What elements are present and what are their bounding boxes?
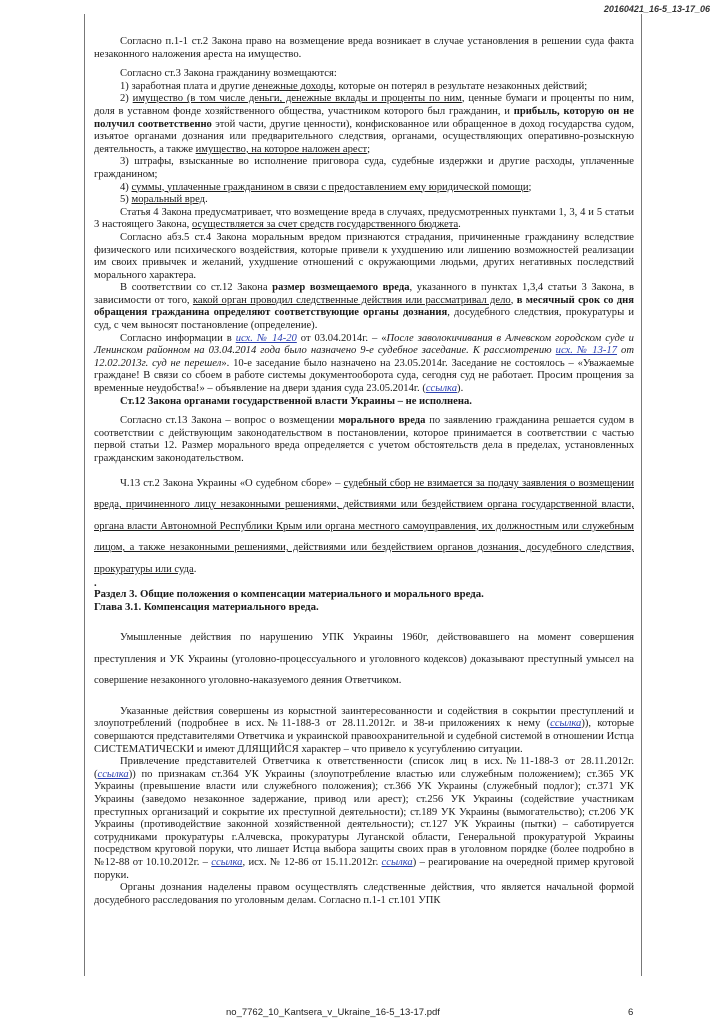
list-item: 4) суммы, уплаченные гражданином в связи с предоставлением ему юридической помощи; xyxy=(120,181,532,193)
document-body xyxy=(94,36,634,907)
link-reference[interactable]: ссылка xyxy=(550,718,582,730)
paragraph: Статья 4 Закона предусматривает, что возмещение вреда в случаях, предусмотренных пунктами 1, 3, 4 и 5 статьи 3 настоящего Закона, осуществляется за счет средств государственного бюджета. xyxy=(94,206,634,231)
link-reference[interactable]: ссылка xyxy=(211,856,243,868)
link-reference[interactable]: ссылка xyxy=(425,383,458,395)
paragraph: Привлечение представителей Ответчика к ответственности (список лиц в исх.№11-188-3 от 28.11.2012г. (ссылка)) по признакам ст.364 УК Украины (злоупотребление властью или служебным положением); ст.365 УК Украины (превышение власти или служебного положения); ст.366 УК Украины (служебный подлог); ст.371 УК Украины (заведомо незаконное задержание, привод или арест); ст.256 УК Украины (содействие участникам преступных организаций и сокрытие их преступной деятельности); ст.189 УК Украины (вымогательство); ст.206 УК Украины (противодействие законной хозяйственной деятельности); ст.127 УК Украины (пытки) – саботируется сотрудниками прокуратуры г.Алчевска, прокуратуры Луганской области, Генеральной прокуратурой Украины посредством круговой поруки, что лишает Истца выбора защиты своих прав в уголовном порядке (более подробно в №12-88 от 10.10.2012г. – ссылка, исх. № 12-86 от 15.11.2012г. ссылка) – реагирование на очередной пример круговой поруки. xyxy=(94,756,634,881)
stray-dot: . xyxy=(94,578,97,590)
chapter-title: Глава 3.1. Компенсация материального вреда. xyxy=(94,600,319,613)
paragraph: Согласно абз.5 ст.4 Закона моральным вредом признаются страдания, причиненные гражданину вследствие физического или психического воздействия, которые привели к ухудшению или лишению возможностей реализации им своих привычек и желаний, ухудшение отношений с окружающими людьми, других негативных последствий морального характера. xyxy=(94,231,634,281)
link-ref-14-20[interactable]: исх. № 14-20 xyxy=(235,332,297,344)
paragraph: Согласно ст.3 Закона гражданину возмещаются: xyxy=(120,68,337,80)
paragraph-bold: Ст.12 Закона органами государственной власти Украины – не исполнена. xyxy=(120,395,472,407)
paragraph: Согласно ст.13 Закона – вопрос о возмещении морального вреда по заявлению гражданина решается судом в соответствии с действующим законодательством в постановлении, которое принимается в соответствии с частью первой статьи 12. Размер морального вреда определяется с учетом обстоятельств дела в пределах, установленных гражданским законодательством. xyxy=(94,415,634,464)
paragraph: Согласно информации в исх. № 14-20 от 03.04.2014г. – «После заволокичивания в Алчевском городском суде и Ленинском районном на 03.04.2014 года было назначено 9-е судебное заседание. К рассмотрению исх. № 13-17 от 12.02.2013г. суд не перешел». 10-е заседание было назначено на 23.05.2014г. Заседание не состоялось – «Уважаемые граждане! В связи со сбоем в работе системы документооборота суда, сегодня суд не работает. Просим прощения за временные неудобства!» – объявление на двери здания суда 23.05.2014г. (ссылка). xyxy=(94,332,634,395)
link-reference[interactable]: ссылка xyxy=(97,768,129,780)
paragraph: Указанные действия совершены из корыстной заинтересованности и содействия в сокрытии преступлений и злоупотреблений (подробнее в исх.№11-188-3 от 28.11.2012г. и 38-и приложениях к нему (ссылка)), которые совершаются представителями Ответчика и украинской правоохранительной и судебной системой в отношении Истца СИСТЕМАТИЧЕСКИ и имеют ДЛЯЩИЙСЯ характер – что привело к усугублению ситуации. xyxy=(94,705,634,755)
paragraph: Органы дознания наделены правом осуществлять следственные действия, что является начальной формой досудебного расследования по уголовным делам. Согласно п.1-1 ст.101 УПК xyxy=(94,882,634,906)
link-reference[interactable]: ссылка xyxy=(381,856,413,868)
right-margin-line xyxy=(641,14,642,976)
paragraph: Ч.13 ст.2 Закона Украины «О судебном сборе» – судебный сбор не взимается за подачу заявления о возмещении вреда, причиненного лицу незаконными решениями, действиями или бездействием органа государственной власти, органа власти Автономной Республики Крым или органа местного самоуправления, их должностным или служебным лицом, а также незаконными решениями, действиями или бездействием органов дознания, досудебного следствия, прокуратуры или суда. xyxy=(94,477,634,575)
link-ref-13-17[interactable]: исх. № 13-17 xyxy=(555,345,618,357)
list-item: 1) заработная плата и другие денежные доходы, которые он потерял в результате незаконных действий; xyxy=(120,80,588,92)
list-item: 5) моральный вред. xyxy=(120,194,208,206)
list-item: 3) штрафы, взысканные во исполнение приговора суда, судебные издержки и другие расходы, уплаченные гражданином; xyxy=(94,156,634,180)
paragraph: Умышленные действия по нарушению УПК Украины 1960г, действовавшего на момент совершения преступления и УК Украины (уголовно-процессуального и уголовного кодексов) доказывают преступный умысел на совершение незаконного уголовно-наказуемого деяния Ответчиком. xyxy=(94,632,634,687)
left-margin-line xyxy=(84,14,85,976)
page-number: 6 xyxy=(628,1007,634,1018)
page-header-stamp: 20160421_16-5_13-17_06 xyxy=(603,4,710,14)
paragraph: В соответствии со ст.12 Закона размер возмещаемого вреда, указанного в пунктах 1,3,4 статьи 3 Закона, в зависимости от того, какой орган проводил следственные действия или рассматривал дело, в месячный срок со дня обращения гражданина определяют соответствующие органы дознания, досудебного следствия, прокуратуры и суд, с чем выносят постановление (определение). xyxy=(94,282,634,332)
list-item: 2) имущество (в том числе деньги, денежные вклады и проценты по ним, ценные бумаги и проценты по ним, доля в уставном фонде хозяйственного общества, участником которого был гражданин, и прибыль, которую он не получил соответственно этой части, другие ценности), конфискованное или обращенное в доход государства судом, изъятое органами дознания или предварительного следствия, органами, осуществляющих оперативно-розыскную деятельность, а также имущество, на которое наложен арест; xyxy=(94,93,634,155)
footer-filename: no_7762_10_Kantsera_v_Ukraine_16-5_13-17.pdf xyxy=(226,1007,440,1018)
section-title: Раздел 3. Общие положения о компенсации материального и морального вреда. xyxy=(94,588,484,601)
paragraph: Согласно п.1-1 ст.2 Закона право на возмещение вреда возникает в случае установления в решении суда факта незаконного наложения ареста на имущество. xyxy=(94,36,634,60)
